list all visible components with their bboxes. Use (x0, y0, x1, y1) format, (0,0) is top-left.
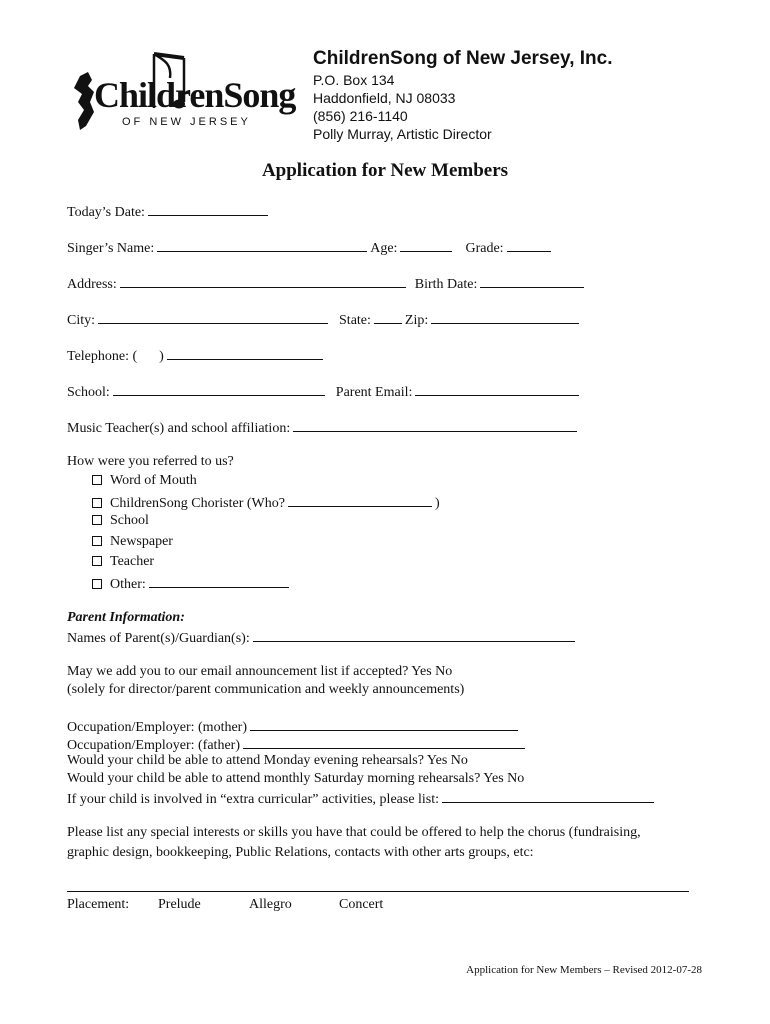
todays-date-label: Today’s Date: (67, 205, 145, 220)
placement-concert: Concert (339, 897, 384, 912)
birth-date-field[interactable] (480, 274, 584, 288)
telephone-row (67, 346, 326, 365)
monday-rehearsal-question: Would your child be able to attend Monday evening rehearsals? Yes No (67, 753, 468, 768)
occupation-mother-row (67, 717, 521, 736)
address-label: Address: (67, 277, 117, 292)
placement-prelude: Prelude (158, 897, 201, 912)
city-row (67, 310, 582, 329)
city-label: City: (67, 313, 96, 328)
todays-date-row (67, 202, 271, 221)
checkbox-icon[interactable] (92, 556, 102, 566)
grade-label: Grade: (465, 241, 504, 256)
referral-option-teacher[interactable] (92, 554, 154, 570)
interests-line-2: graphic design, bookkeeping, Public Relations, contacts with other arts groups, etc: (67, 845, 534, 860)
telephone-field[interactable] (167, 346, 323, 360)
referral-option-label: ChildrenSong Chorister (Who? (110, 496, 285, 511)
address-field[interactable] (120, 274, 406, 288)
occupation-father-label: Occupation/Employer: (father) (67, 738, 240, 753)
telephone-label: Telephone: ( (67, 349, 138, 364)
school-row (67, 382, 582, 401)
org-address-line-2: Haddonfield, NJ 08033 (313, 90, 456, 106)
parent-names-label: Names of Parent(s)/Guardian(s): (67, 631, 250, 646)
telephone-close: ) (159, 349, 164, 364)
checkbox-icon[interactable] (92, 579, 102, 589)
music-teacher-field[interactable] (293, 418, 577, 432)
occupation-father-row (67, 735, 528, 754)
birth-date-label: Birth Date: (414, 277, 478, 292)
parent-names-row (67, 628, 578, 647)
referral-option-label: Word of Mouth (110, 473, 197, 488)
parent-info-heading: Parent Information: (67, 610, 185, 625)
page-title: Application for New Members (261, 160, 509, 181)
singer-row (67, 238, 554, 257)
referral-option-newspaper[interactable] (92, 534, 173, 550)
new-jersey-shape-icon (74, 72, 94, 130)
occupation-mother-label: Occupation/Employer: (mother) (67, 720, 247, 735)
todays-date-field[interactable] (148, 202, 268, 216)
placement-label: Placement: (67, 897, 130, 912)
email-list-note: (solely for director/parent communication and weekly announcements) (67, 682, 465, 697)
age-label: Age: (370, 241, 398, 256)
referral-option-word-of-mouth[interactable] (92, 473, 197, 489)
extracurricular-row (67, 789, 657, 808)
email-list-question: May we add you to our email announcement list if accepted? Yes No (67, 664, 453, 679)
extracurricular-label: If your child is involved in “extra curricular” activities, please list: (67, 792, 440, 807)
chorister-close: ) (434, 496, 440, 511)
state-field[interactable] (374, 310, 402, 324)
referral-option-label: School (110, 513, 149, 528)
checkbox-icon[interactable] (92, 536, 102, 546)
parent-email-field[interactable] (415, 382, 579, 396)
singers-name-field[interactable] (157, 238, 367, 252)
age-field[interactable] (400, 238, 452, 252)
referral-option-label: Teacher (110, 554, 155, 569)
logo-subtext: OF NEW JERSEY (122, 116, 251, 128)
zip-label: Zip: (404, 313, 429, 328)
referral-option-label: Newspaper (110, 534, 173, 549)
music-teacher-label: Music Teacher(s) and school affiliation: (67, 421, 291, 436)
referral-option-label: Other: (110, 577, 146, 592)
other-referral-field[interactable] (149, 574, 289, 588)
referral-option-school[interactable] (92, 513, 149, 529)
saturday-rehearsal-question: Would your child be able to attend monthly Saturday morning rehearsals? Yes No (67, 771, 525, 786)
singers-name-label: Singer’s Name: (67, 241, 155, 256)
grade-field[interactable] (507, 238, 551, 252)
school-field[interactable] (113, 382, 325, 396)
state-label: State: (339, 313, 371, 328)
checkbox-icon[interactable] (92, 515, 102, 525)
parent-email-label: Parent Email: (335, 385, 413, 400)
placement-allegro: Allegro (249, 897, 292, 912)
occupation-mother-field[interactable] (250, 717, 518, 731)
occupation-father-field[interactable] (243, 735, 525, 749)
interests-line-1: Please list any special interests or skills you have that could be offered to help the chorus (fundraising, (67, 825, 641, 840)
address-row (67, 274, 587, 293)
checkbox-icon[interactable] (92, 475, 102, 485)
footer-revision: Application for New Members – Revised 2012-07-28 (466, 964, 702, 976)
referral-option-other[interactable] (92, 574, 292, 593)
org-phone: (856) 216-1140 (313, 108, 408, 124)
org-director: Polly Murray, Artistic Director (313, 126, 492, 142)
referral-question: How were you referred to us? (67, 454, 234, 469)
school-label: School: (67, 385, 110, 400)
interests-field[interactable] (67, 891, 689, 892)
checkbox-icon[interactable] (92, 498, 102, 508)
logo-text: ChildrenSong (94, 75, 296, 115)
parent-names-field[interactable] (253, 628, 575, 642)
music-teacher-row (67, 418, 580, 437)
chorister-name-field[interactable] (288, 493, 432, 507)
referral-option-chorister[interactable] (92, 493, 440, 512)
org-name: ChildrenSong of New Jersey, Inc. (313, 48, 613, 69)
extracurricular-field[interactable] (442, 789, 654, 803)
logo (66, 46, 301, 136)
city-field[interactable] (98, 310, 328, 324)
org-address-line-1: P.O. Box 134 (313, 72, 395, 88)
zip-field[interactable] (431, 310, 579, 324)
